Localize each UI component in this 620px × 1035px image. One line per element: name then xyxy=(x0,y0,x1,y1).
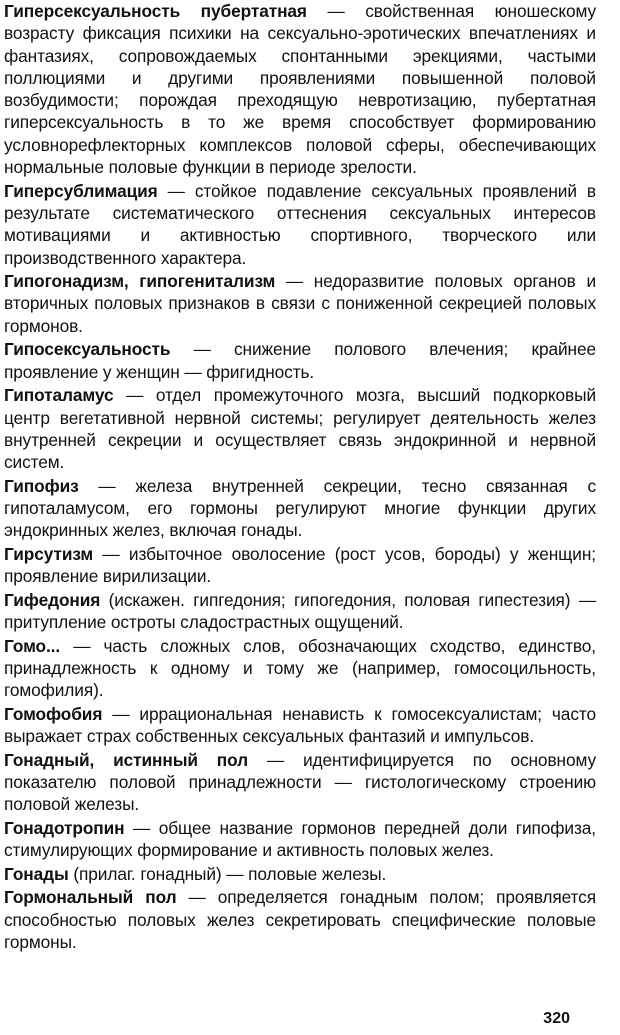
entry-term: Гиперсексуальность пубертатная xyxy=(4,1,307,21)
entry-definition: — отдел промежуточного мозга, высший подкорковый центр вегетативной нервной системы; регулирует деятельность желез внутренней секреции и осуществляет связь эндокринной и нервной систем. xyxy=(4,385,596,473)
entry-hypogonadism xyxy=(4,270,596,337)
entry-definition: — снижение полового влечения; крайнее проявление у женщин — фригидность. xyxy=(4,339,596,382)
entry-hyphedonia xyxy=(4,589,596,634)
entry-definition: — свойственная юношескому возрасту фиксация психики на сексуально-эротических впечатлениях и фантазиях, сопровождаемых спонтанными эрекциями, частыми поллюциями и другими проявлениями повышенной половой возбудимости; порождая преходящую невротизацию, пубертатная гиперсексуальность в то же время способствует формированию условнорефлекторных комплексов половой сферы, обеспечивающих нормальные половые функции в периоде зрелости. xyxy=(4,1,596,178)
entry-term: Гипосексуальность xyxy=(4,339,171,360)
entry-term: Гомо... xyxy=(4,635,61,656)
entry-gonadotropin xyxy=(4,817,596,862)
entry-definition: (прилаг. гонадный) — половые железы. xyxy=(68,863,387,884)
entry-definition: — часть сложных слов, обозначающих сходство, единство, принадлежность к одному и тому же (например, гомосоцильность, гомофилия). xyxy=(4,635,596,701)
entry-definition: — стойкое подавление сексуальных проявлений в результате систематического оттеснения сексуальных интересов мотивациями и активностью спортивного, творческого или производственного характера. xyxy=(4,180,596,268)
entry-hyposexuality xyxy=(4,338,596,383)
entry-term: Гирсутизм xyxy=(4,543,94,564)
entry-definition: — иррациональная ненависть к гомосексуалистам; часто выражает страх собственных сексуальных фантазий и импульсов. xyxy=(4,703,596,747)
entry-term: Гомофобия xyxy=(4,703,103,724)
entry-homophobia xyxy=(4,703,596,748)
entry-definition: — определяется гонадным полом; проявляется способностью половых желез секретировать специфические половые гормоны. xyxy=(4,887,596,953)
entry-term: Гифедония xyxy=(4,589,101,610)
entry-term: Гормональный пол xyxy=(4,887,177,908)
entry-gonads xyxy=(4,863,596,885)
page-number: 320 xyxy=(543,1010,570,1027)
entry-definition: — избыточное оволосение (рост усов, бороды) у женщин; проявление вирилизации. xyxy=(4,543,596,587)
entry-homo-prefix xyxy=(4,635,596,702)
entry-hirsutism xyxy=(4,543,596,588)
entry-definition: — недоразвитие половых органов и вторичных половых признаков в связи с пониженной секрецией половых гормонов. xyxy=(4,271,596,336)
entry-definition: — идентифицируется по основному показателю половой принадлежности — гистологическому строению половой железы. xyxy=(4,749,596,815)
entry-hormonal-sex xyxy=(4,886,596,953)
entry-definition: — общее название гормонов передней доли гипофиза, стимулирующих формирование и активность половых желез. xyxy=(4,817,596,861)
entry-definition: — железа внутренней секреции, тесно связанная с гипоталамусом, его гормоны регулируют многие функции других эндокринных желез, включая гонады. xyxy=(4,475,596,541)
entry-gonadal-sex xyxy=(4,749,596,816)
entry-hypersublimation xyxy=(4,180,596,269)
entry-term: Гонадный, истинный пол xyxy=(4,749,249,770)
entry-term: Гипоталамус xyxy=(4,385,114,406)
entry-definition: (искажен. гипгедония; гипогедония, половая гипестезия) — притупление остроты сладострастных ощущений. xyxy=(4,589,596,633)
entry-term: Гонады xyxy=(4,863,69,884)
dictionary-page xyxy=(4,0,596,953)
entry-term: Гипофиз xyxy=(4,475,79,496)
entry-hypophysis xyxy=(4,475,596,542)
entry-term: Гиперсублимация xyxy=(4,180,158,201)
entry-term: Гонадотропин xyxy=(4,817,125,838)
entry-hypothalamus xyxy=(4,384,596,473)
entry-hypersexuality-pubertal xyxy=(4,0,596,178)
entry-term: Гипогонадизм, гипогенитализм xyxy=(4,271,276,292)
